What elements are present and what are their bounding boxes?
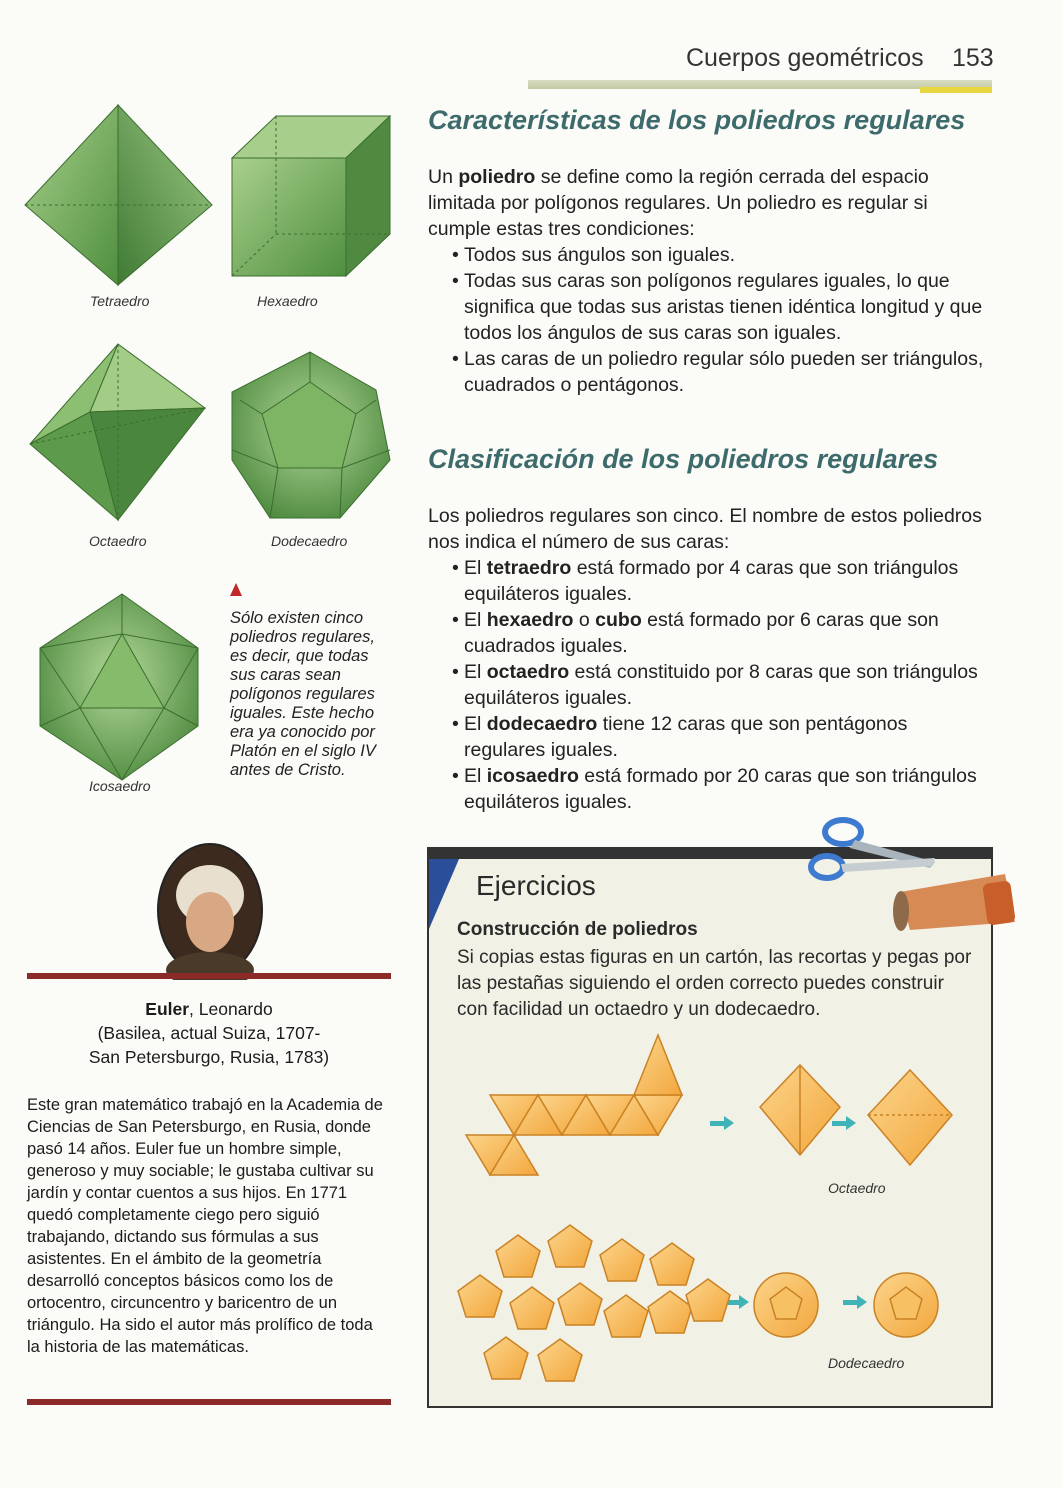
polyhedra-nets [440, 1025, 980, 1405]
section1-intro: Un poliedro se define como la región cerrada del espacio limitada por polígonos regulares. Un poliedro es regular si cumple estas tres condiciones: [428, 166, 929, 240]
glue-stick-icon [893, 874, 1016, 931]
octahedron-figure [30, 344, 205, 520]
octahedron-folding [760, 1065, 840, 1155]
page-number: 153 [952, 44, 994, 72]
caption-tetraedro: Tetraedro [90, 293, 150, 309]
note-marker-icon [230, 583, 242, 596]
scissors-glue-illustration [805, 812, 1020, 942]
scissors-icon [811, 820, 935, 878]
euler-death: San Petersburgo, Rusia, 1783) [88, 1047, 330, 1067]
octahedron-net [466, 1035, 682, 1175]
exercises-title: Ejercicios [476, 870, 596, 901]
euler-surname: Euler [145, 999, 190, 1019]
euler-bottom-rule [27, 1399, 391, 1405]
exercises-subtitle: Construcción de poliedros [457, 919, 698, 940]
euler-firstname: , Leonardo [189, 999, 273, 1019]
section2-intro: Los poliedros regulares son cinco. El nombre de estos poliedros nos indica el número de sus caras: [428, 505, 982, 553]
section1-body [428, 164, 994, 398]
list-item: • El octaedro está constituido por 8 caras que son triángulos equiláteros iguales. [452, 661, 978, 709]
list-item: • El hexaedro o cubo está formado por 6 caras que son cuadrados iguales. [452, 609, 939, 657]
platonic-note: Sólo existen cinco poliedros regulares, es decir, que todas sus caras sean polígonos regulares iguales. Este hecho era ya conocido por Platón en el siglo IV antes de Cristo. [230, 609, 376, 779]
icosahedron-figure [40, 594, 198, 780]
net-caption-octaedro: Octaedro [828, 1180, 886, 1196]
euler-biography: Este gran matemático trabajó en la Academia de Ciencias de San Petersburgo, en Rusia, donde pasó 14 años. Euler fue un hombre simple, generoso y muy sociable; le gustaba cultivar su jardín y contar cuentos a sus hijos. En 1771 quedó completamente ciego pero siguió trabajando, dictando sus fórmulas a sus asistentes. En el ámbito de la geometría desarrolló conceptos básicos como los de ortocentro, circuncentro y baricentro de un triángulo. Ha sido el autor más prolífico de toda la historia de las matemáticas. [27, 1096, 383, 1356]
section-heading-caracteristicas: Características de los poliedros regulares [428, 105, 966, 135]
list-item: • El tetraedro está formado por 4 caras que son triángulos equiláteros iguales. [452, 557, 959, 605]
caption-icosaedro: Icosaedro [89, 778, 151, 794]
exercises-text: Si copias estas figuras en un cartón, las recortas y pegas por las pestañas siguiendo el orden correcto puedes construir con facilidad un octaedro y un dodecaedro. [457, 947, 972, 1020]
octahedron-assembled [868, 1070, 952, 1165]
dodecahedron-figure [232, 352, 390, 518]
running-header-title: Cuerpos geométricos [686, 44, 924, 72]
list-item: • Todos sus ángulos son iguales. [452, 244, 736, 266]
section-heading-clasificacion: Clasificación de los poliedros regulares [428, 444, 939, 474]
hexahedron-figure [232, 116, 390, 276]
euler-portrait [155, 840, 265, 980]
list-item: • Las caras de un poliedro regular sólo pueden ser triángulos, cuadrados o pentágonos. [452, 348, 984, 396]
caption-hexaedro: Hexaedro [257, 293, 318, 309]
dodecahedron-net [458, 1225, 730, 1381]
tetrahedron-figure [25, 105, 212, 285]
list-item: • El dodecaedro tiene 12 caras que son pentágonos regulares iguales. [452, 713, 908, 761]
section2-body [428, 503, 994, 815]
euler-top-rule [27, 973, 391, 979]
dodecahedron-folding [754, 1273, 818, 1337]
header-accent-rule [920, 87, 992, 93]
euler-birth: (Basilea, actual Suiza, 1707- [97, 1023, 321, 1043]
list-item: • El icosaedro está formado por 20 caras que son triángulos equiláteros iguales. [452, 765, 977, 813]
dodecahedron-assembled [874, 1273, 938, 1337]
euler-name-block [27, 997, 391, 1069]
list-item: • Todas sus caras son polígonos regulares iguales, lo que significa que todas sus aristas tienen idéntica longitud y que todos los ángulos de sus caras son iguales. [452, 270, 983, 344]
caption-dodecaedro: Dodecaedro [271, 533, 348, 549]
net-caption-dodecaedro: Dodecaedro [828, 1355, 905, 1371]
caption-octaedro: Octaedro [89, 533, 147, 549]
